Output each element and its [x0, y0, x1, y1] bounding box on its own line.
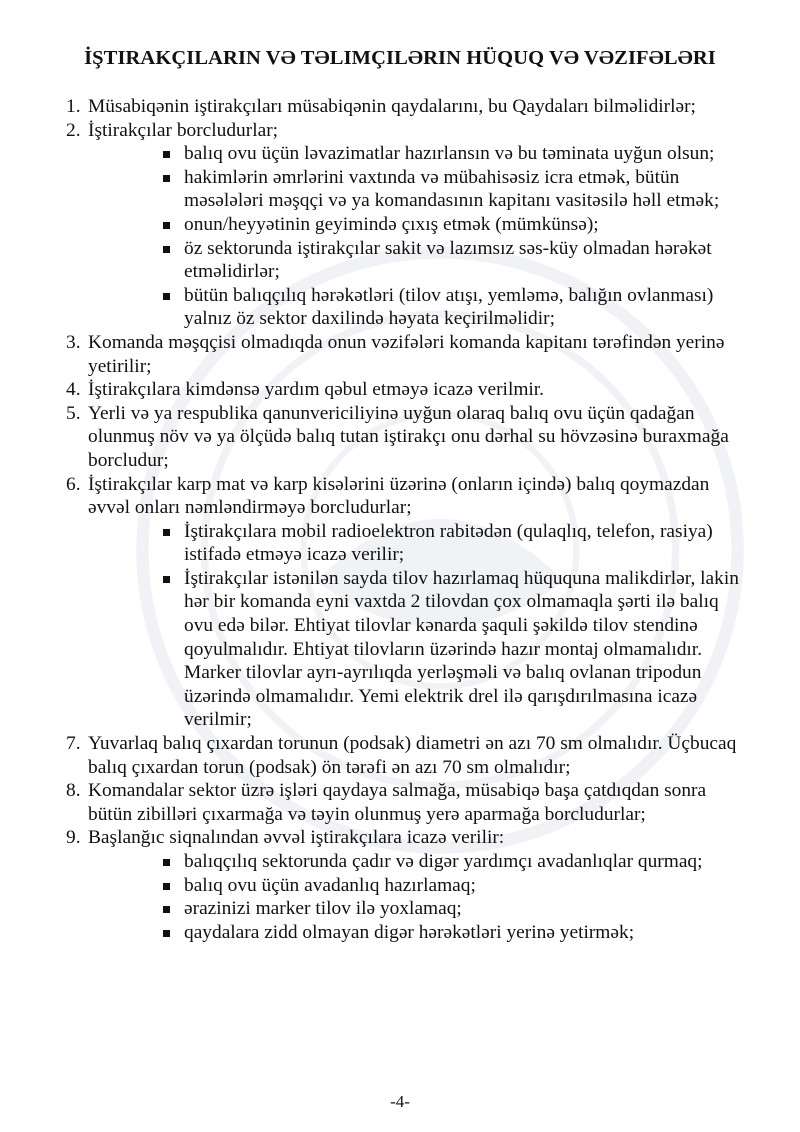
item-number: 7. — [66, 733, 81, 755]
square-bullet-icon — [163, 175, 170, 182]
item-text: Başlanğıc siqnalından əvvəl iştirakçılara icazə verilir: — [88, 827, 505, 849]
list-item — [66, 331, 746, 378]
bullet-text: İştirakçılar istənilən sayda tilov hazırlamaq hüququna malikdirlər, lakin hər bir komanda eyni vaxtda 2 tilovdan çox olmamaqla şərti ilə balıq ovu edə bilər. Ehtiyat tilovlar kənarda şaquli şəkildə tilov stendinə qoyulmalıdır. Ehtiyat tilovların üzərində hazır montaj olmamalıdır. Marker tilovlar ayrı-ayrılıqda yerləşməli və balıq ovlanan tripodun üzərində olmamalıdır. Yemi elektrik drel ilə qarışdırılmasına icazə verilmir; — [184, 567, 739, 731]
item-text: Komanda məşqçisi olmadıqda onun vəzifələri komanda kapitanı tərəfindən yerinə yetirilir; — [88, 331, 725, 377]
bullet-item — [162, 921, 746, 945]
list-item — [66, 826, 746, 944]
bullet-item — [162, 874, 746, 898]
list-item — [66, 402, 746, 473]
square-bullet-icon — [163, 576, 170, 583]
item-text: Yuvarlaq balıq çıxardan torunun (podsak) diametri ən azı 70 sm olmalıdır. Üçbucaq balıq çıxardan torun (podsak) ön tərəfi ən azı 70 sm olmalıdır; — [88, 733, 737, 778]
item-text: Yerli və ya respublika qanunvericiliyinə uyğun olaraq balıq ovu üçün qadağan olunmuş növ və ya ölçüdə balıq tutan iştirakçı onu dərhal su hövzəsinə buraxmağa borcludur; — [88, 402, 729, 471]
item-text: Komandalar sektor üzrə işləri qaydaya salmağa, müsabiqə başa çatdıqdan sonra bütün zibilləri çıxarmağa və təyin olunmuş yerə aparmağa borcludurlar; — [88, 780, 707, 825]
bullet-text: ərazinizi marker tilov ilə yoxlamaq; — [184, 898, 462, 920]
bullet-list — [88, 142, 746, 331]
bullet-item — [162, 213, 746, 237]
bullet-item — [162, 850, 746, 874]
bullet-item — [162, 567, 746, 732]
bullet-item — [162, 237, 746, 284]
item-number: 4. — [66, 379, 81, 401]
item-number: 3. — [66, 331, 81, 353]
bullet-text: öz sektorunda iştirakçılar sakit və lazımsız səs-küy olmadan hərəkət etməlidirlər; — [184, 237, 712, 283]
bullet-item — [162, 166, 746, 213]
page-title: İŞTIRAKÇILARIN VƏ TƏLIMÇILƏRIN HÜQUQ VƏ VƏZIFƏLƏRI — [84, 47, 716, 69]
bullet-text: bütün balıqçılıq hərəkətləri (tilov atışı, yemləmə, balığın ovlanması) yalnız öz sektor daxilində həyata keçirilməlidir; — [184, 284, 714, 330]
list-item — [66, 779, 746, 826]
square-bullet-icon — [163, 883, 170, 890]
item-number: 8. — [66, 780, 81, 802]
square-bullet-icon — [163, 246, 170, 253]
bullet-text: balıq ovu üçün avadanlıq hazırlamaq; — [184, 874, 476, 896]
list-item — [66, 95, 746, 119]
bullet-item — [162, 284, 746, 331]
bullet-text: balıqçılıq sektorunda çadır və digər yardımçı avadanlıqlar qurmaq; — [184, 851, 703, 872]
page-number: -4- — [390, 1092, 410, 1111]
item-text: Müsabiqənin iştirakçıları müsabiqənin qaydalarını, bu Qaydaları bilməlidirlər; — [88, 96, 696, 117]
item-number: 5. — [66, 402, 81, 424]
bullet-item — [162, 897, 746, 921]
document-body — [66, 95, 746, 944]
bullet-text: hakimlərin əmrlərini vaxtında və mübahisəsiz icra etmək, bütün məsələləri məşqçi və ya komandasının kapitanı vasitəsilə həll etmək; — [184, 166, 720, 212]
square-bullet-icon — [163, 222, 170, 229]
bullet-item — [162, 142, 746, 166]
bullet-list — [88, 520, 746, 732]
square-bullet-icon — [163, 151, 170, 158]
square-bullet-icon — [163, 529, 170, 536]
bullet-text: onun/heyyətinin geyimində çıxış etmək (mümkünsə); — [184, 213, 599, 235]
rules-list — [66, 95, 746, 944]
item-number: 6. — [66, 473, 81, 495]
item-text: İştirakçılar karp mat və karp kisələrini üzərinə (onların içində) balıq qoymazdan əvvəl onları nəmləndirməyə borcludurlar; — [88, 473, 710, 519]
list-item — [66, 473, 746, 733]
item-number: 1. — [66, 96, 81, 117]
list-item — [66, 119, 746, 331]
item-number: 9. — [66, 827, 81, 849]
square-bullet-icon — [163, 930, 170, 937]
item-text: İştirakçılara kimdənsə yardım qəbul etməyə icazə verilmir. — [88, 379, 545, 401]
square-bullet-icon — [163, 906, 170, 913]
square-bullet-icon — [163, 293, 170, 300]
bullet-text: balıq ovu üçün ləvazimatlar hazırlansın və bu təminata uyğun olsun; — [184, 143, 715, 165]
item-number: 2. — [66, 119, 81, 141]
item-text: İştirakçılar borcludurlar; — [88, 119, 279, 141]
list-item — [66, 732, 746, 779]
bullet-text: İştirakçılara mobil radioelektron rabitədən (qulaqlıq, telefon, rasiya) istifadə etməyə icazə verilir; — [184, 520, 713, 566]
bullet-item — [162, 520, 746, 567]
square-bullet-icon — [163, 859, 170, 866]
list-item — [66, 378, 746, 402]
bullet-text: qaydalara zidd olmayan digər hərəkətləri yerinə yetirmək; — [184, 921, 635, 943]
bullet-list — [88, 850, 746, 944]
